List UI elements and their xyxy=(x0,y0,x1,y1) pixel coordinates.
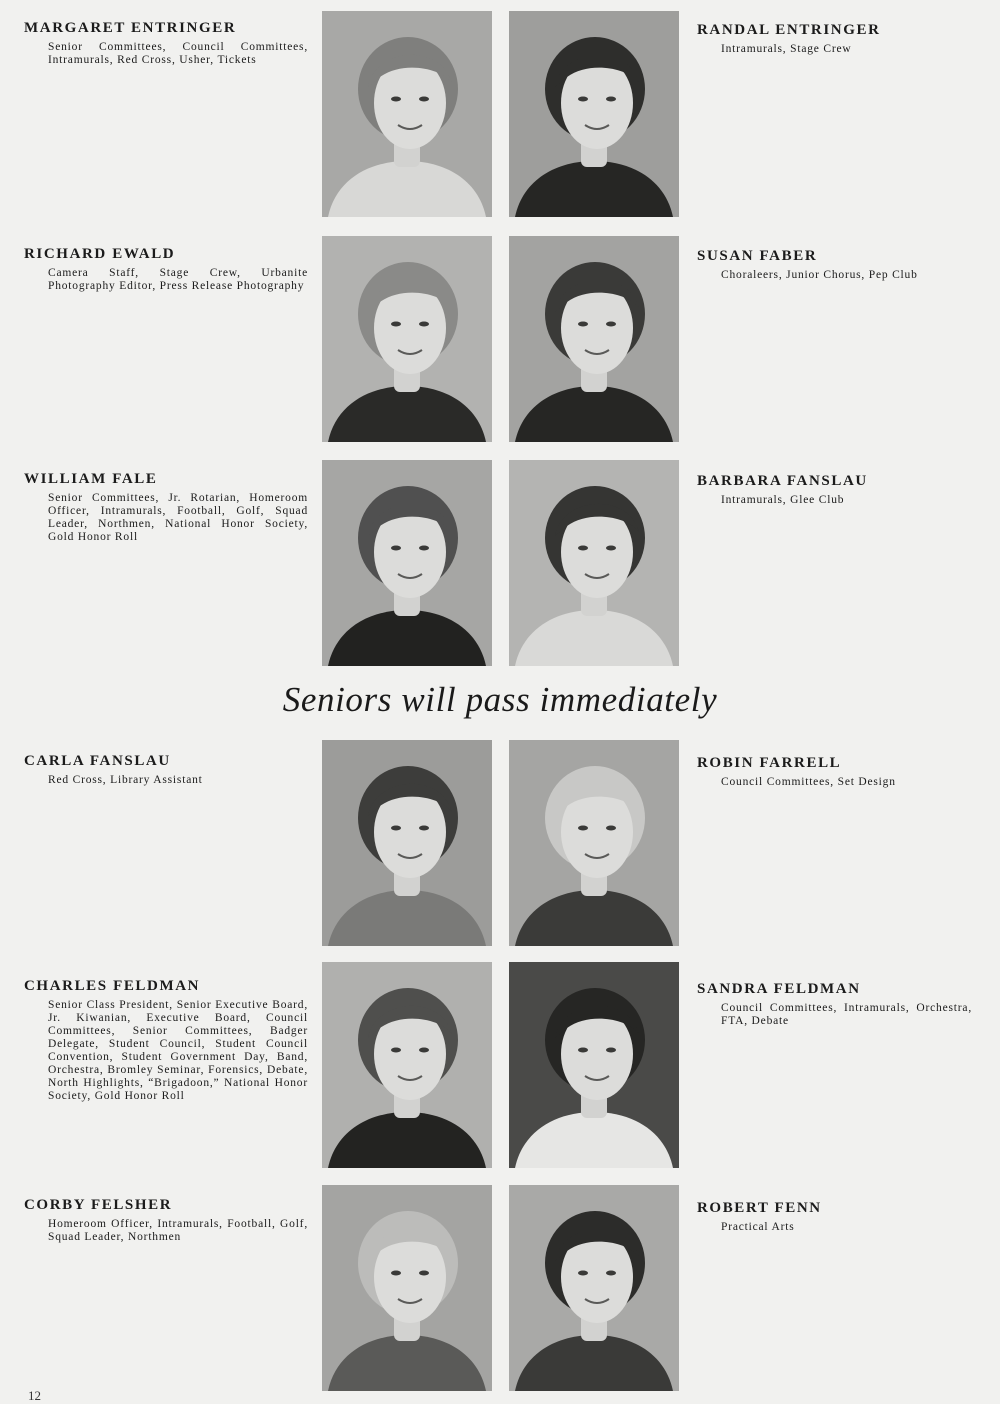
senior-entry xyxy=(697,755,972,789)
photo-eye xyxy=(419,546,429,551)
senior-activities: Senior Committees, Council Committees, Intramurals, Red Cross, Usher, Tickets xyxy=(48,41,308,66)
senior-name: SANDRA FELDMAN xyxy=(697,981,861,997)
senior-activities: Camera Staff, Stage Crew, Urbanite Photography Editor, Press Release Photography xyxy=(48,267,308,292)
photo-eye xyxy=(391,97,401,102)
senior-entry xyxy=(697,1200,972,1234)
photo-eye xyxy=(606,97,616,102)
portrait-photo xyxy=(322,460,492,666)
senior-activities: Practical Arts xyxy=(721,1221,795,1233)
senior-entry xyxy=(24,20,308,67)
senior-entry xyxy=(24,471,308,544)
senior-entry xyxy=(24,246,308,293)
portrait-photo xyxy=(322,236,492,442)
senior-name: CORBY FELSHER xyxy=(24,1197,173,1213)
photo-eye xyxy=(606,546,616,551)
senior-entry xyxy=(24,1197,308,1244)
photo-eye xyxy=(419,322,429,327)
senior-name: RICHARD EWALD xyxy=(24,246,176,262)
portrait-photo xyxy=(509,740,679,946)
portrait-silhouette xyxy=(509,236,679,442)
portrait-photo xyxy=(509,1185,679,1391)
portrait-photo xyxy=(322,962,492,1168)
senior-name: CHARLES FELDMAN xyxy=(24,978,201,994)
senior-entry xyxy=(24,978,308,1103)
senior-activities: Intramurals, Stage Crew xyxy=(721,43,852,55)
senior-name: BARBARA FANSLAU xyxy=(697,473,868,489)
portrait-silhouette xyxy=(509,460,679,666)
senior-activities: Homeroom Officer, Intramurals, Football, Golf, Squad Leader, Northmen xyxy=(48,1218,308,1243)
photo-eye xyxy=(391,322,401,327)
portrait-photo xyxy=(322,11,492,217)
page-number: 12 xyxy=(28,1388,41,1403)
senior-activities: Senior Class President, Senior Executive Board, Jr. Kiwanian, Executive Board, Council Committees, Senior Committees, Badger Delegate, Student Council, Student Council Convention, Student Government Day, Band, Orchestra, Bromley Seminar, Forensics, Debate, North Highlights, “Brigadoon,” National Honor Society, Gold Honor Roll xyxy=(48,999,308,1102)
portrait-photo xyxy=(509,236,679,442)
senior-activities: Intramurals, Glee Club xyxy=(721,494,845,506)
photo-eye xyxy=(391,826,401,831)
portrait-silhouette xyxy=(509,1185,679,1391)
senior-name: WILLIAM FALE xyxy=(24,471,158,487)
photo-eye xyxy=(578,546,588,551)
portrait-silhouette xyxy=(322,740,492,946)
portrait-silhouette xyxy=(509,11,679,217)
portrait-silhouette xyxy=(509,740,679,946)
portrait-silhouette xyxy=(509,962,679,1168)
senior-name: CARLA FANSLAU xyxy=(24,753,171,769)
portrait-photo xyxy=(322,740,492,946)
portrait-silhouette xyxy=(322,1185,492,1391)
photo-eye xyxy=(578,97,588,102)
senior-entry xyxy=(697,981,972,1028)
photo-eye xyxy=(606,1271,616,1276)
portrait-photo xyxy=(322,1185,492,1391)
portrait-silhouette xyxy=(322,11,492,217)
senior-name: SUSAN FABER xyxy=(697,248,818,264)
photo-eye xyxy=(391,546,401,551)
senior-entry xyxy=(697,248,972,282)
photo-eye xyxy=(578,826,588,831)
photo-eye xyxy=(391,1271,401,1276)
senior-activities: Council Committees, Set Design xyxy=(721,776,896,788)
senior-activities: Choraleers, Junior Chorus, Pep Club xyxy=(721,269,918,281)
photo-eye xyxy=(419,826,429,831)
senior-name: ROBERT FENN xyxy=(697,1200,822,1216)
senior-name: RANDAL ENTRINGER xyxy=(697,22,881,38)
photo-eye xyxy=(419,1048,429,1053)
photo-eye xyxy=(391,1048,401,1053)
photo-eye xyxy=(606,1048,616,1053)
portrait-photo xyxy=(509,962,679,1168)
portrait-silhouette xyxy=(322,460,492,666)
portrait-photo xyxy=(509,11,679,217)
senior-entry xyxy=(697,473,972,507)
senior-activities: Senior Committees, Jr. Rotarian, Homeroom Officer, Intramurals, Football, Golf, Squad Leader, Northmen, National Honor Society, Gold Honor Roll xyxy=(48,492,308,543)
senior-entry xyxy=(697,22,972,56)
photo-eye xyxy=(606,322,616,327)
photo-eye xyxy=(578,322,588,327)
photo-eye xyxy=(419,1271,429,1276)
photo-eye xyxy=(578,1271,588,1276)
senior-activities: Red Cross, Library Assistant xyxy=(48,774,203,786)
senior-entry xyxy=(24,753,308,787)
photo-eye xyxy=(606,826,616,831)
senior-activities: Council Committees, Intramurals, Orchestra, FTA, Debate xyxy=(721,1002,972,1027)
portrait-silhouette xyxy=(322,236,492,442)
portrait-photo xyxy=(509,460,679,666)
portrait-silhouette xyxy=(322,962,492,1168)
senior-name: MARGARET ENTRINGER xyxy=(24,20,237,36)
photo-eye xyxy=(578,1048,588,1053)
section-heading: Seniors will pass immediately xyxy=(282,680,718,719)
photo-eye xyxy=(419,97,429,102)
senior-name: ROBIN FARRELL xyxy=(697,755,842,771)
